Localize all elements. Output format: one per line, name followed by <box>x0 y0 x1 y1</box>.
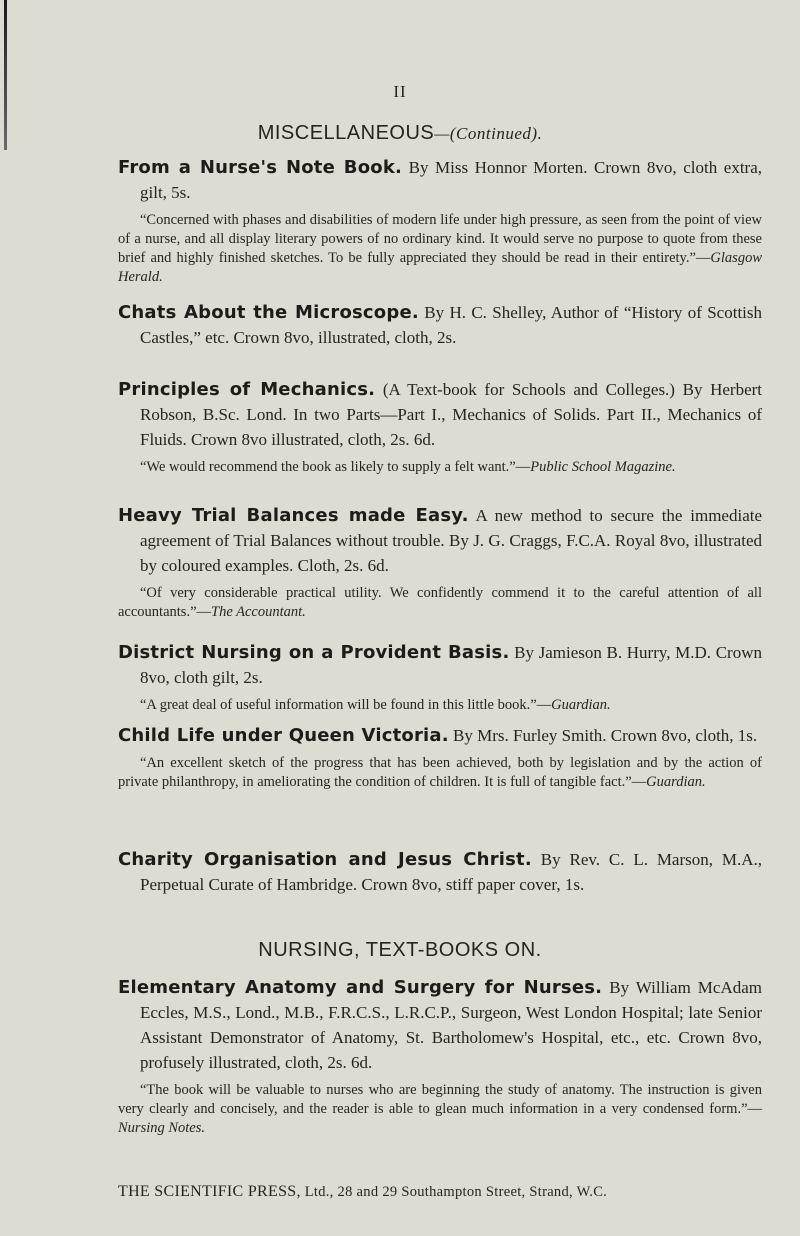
publisher-address: Ltd., 28 and 29 Southampton Street, Strand, W.C. <box>304 1184 608 1200</box>
book-entry-nurses-note-book <box>118 155 762 287</box>
book-details: (A Text-book for Schools and Colleges.) By Herbert Robson, B.Sc. Lond. In two Parts—Part I., Mechanics of Solids. Part II., Mechanics of Fluids. Crown 8vo illustrated, cloth, 2s. 6d. <box>140 380 763 449</box>
book-title: District Nursing on a Provident Basis. <box>118 642 510 663</box>
book-entry-microscope <box>118 300 762 350</box>
review-quote: “We would recommend the book as likely to supply a felt want.”—Public School Magazine. <box>140 459 676 475</box>
section-heading-continued: —(Continued). <box>434 124 543 143</box>
review-quote: “A great deal of useful information will be found in this little book.”—Guardian. <box>140 697 611 713</box>
review-source: Guardian. <box>646 774 706 790</box>
review-source: The Accountant. <box>211 604 306 620</box>
book-entry-child-life <box>118 723 762 792</box>
book-entry-charity-organisation <box>118 847 762 897</box>
book-title: Charity Organisation and Jesus Christ. <box>118 849 532 870</box>
book-details: By Rev. C. L. Marson, M.A., Perpetual Curate of Hambridge. Crown 8vo, stiff paper cover, 1s. <box>140 850 763 894</box>
book-details: By Miss Honnor Morten. Crown 8vo, cloth extra, gilt, 5s. <box>140 158 763 202</box>
section-heading-main: MISCELLANEOUS <box>257 122 435 144</box>
review-source: Glasgow Herald. <box>118 250 762 285</box>
book-title: Child Life under Queen Victoria. <box>118 725 449 746</box>
book-entry-elementary-anatomy <box>118 975 762 1138</box>
book-entry-trial-balances <box>118 503 762 622</box>
page-number: II <box>393 82 407 101</box>
book-title: From a Nurse's Note Book. <box>118 157 403 178</box>
book-entry-mechanics <box>118 377 762 477</box>
book-details: By H. C. Shelley, Author of “History of Scottish Castles,” etc. Crown 8vo, illustrated, cloth, 2s. <box>140 303 763 347</box>
review-quote: “The book will be valuable to nurses who are beginning the study of anatomy. The instruction is given very clearly and concisely, and the reader is able to glean much information in a very condensed form.”—Nursing Notes. <box>118 1082 762 1136</box>
book-details: By Mrs. Furley Smith. Crown 8vo, cloth, 1s. <box>453 726 758 745</box>
publisher-footer <box>118 1183 778 1201</box>
book-title: Principles of Mechanics. <box>118 379 376 400</box>
publisher-name: THE SCIENTIFIC PRESS, <box>118 1183 301 1200</box>
review-source: Public School Magazine. <box>530 459 676 475</box>
nursing-subheading: NURSING, TEXT-BOOKS ON. <box>258 939 542 961</box>
book-title: Elementary Anatomy and Surgery for Nurses. <box>118 977 603 998</box>
review-source: Guardian. <box>551 697 611 713</box>
book-entry-district-nursing <box>118 640 762 715</box>
book-details: By William McAdam Eccles, M.S., Lond., M.B., F.R.C.S., L.R.C.P., Surgeon, West London Hospital; late Senior Assistant Demonstrator of Anatomy, St. Bartholomew's Hospital, etc., etc. Crown 8vo, profusely illustrated, cloth, 2s. 6d. <box>140 978 763 1072</box>
section-heading <box>0 122 800 145</box>
book-title: Chats About the Microscope. <box>118 302 419 323</box>
review-source: Nursing Notes. <box>118 1120 206 1136</box>
review-quote: “Concerned with phases and disabilities of modern life under high pressure, as seen from the point of view of a nurse, and all display literary powers of no ordinary kind. It would serve no purpose to quote from these brief and highly finished sketches. To be fully appreciated they should be read in their entirety.”—Glasgow Herald. <box>118 212 762 285</box>
book-title: Heavy Trial Balances made Easy. <box>118 505 469 526</box>
book-details: By Jamieson B. Hurry, M.D. Crown 8vo, cloth gilt, 2s. <box>140 643 762 687</box>
book-details: A new method to secure the immediate agreement of Trial Balances without trouble. By J. G. Craggs, F.C.A. Royal 8vo, illustrated by coloured examples. Cloth, 2s. 6d. <box>140 506 763 575</box>
review-quote: “Of very considerable practical utility. We confidently commend it to the careful attention of all accountants.”—The Accountant. <box>118 585 762 620</box>
review-quote: “An excellent sketch of the progress that has been achieved, both by legislation and by the action of private philanthropy, in ameliorating the condition of children. It is full of tangible fact.”—Guardian. <box>118 755 762 790</box>
